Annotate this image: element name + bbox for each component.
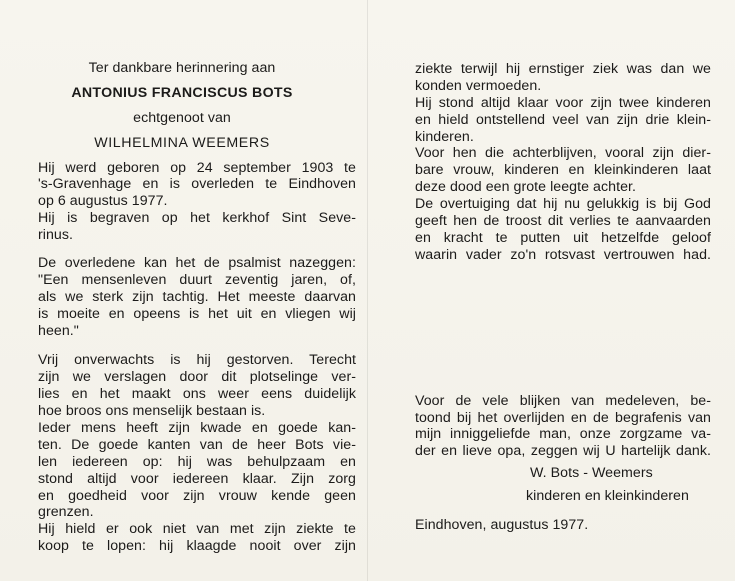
intro-text: Ter dankbare herinnering aan <box>88 60 276 76</box>
paragraph-thanks <box>415 393 711 461</box>
text-line: waarin vader zo'n rotsvast vertrouwen had. <box>415 246 711 263</box>
text-line: De overtuiging dat hij nu gelukkig is bij God <box>415 196 711 213</box>
text-line: De overledene kan het de psalmist nazeggen: <box>38 255 356 272</box>
text-line: 's-Gravenhage en is overleden te Eindhoven <box>38 176 356 193</box>
text-line: rinus. <box>38 227 73 244</box>
text-line: hoe broos ons menselijk bestaan is. <box>38 403 266 420</box>
paragraph-psalm <box>38 255 356 339</box>
text-line: als we sterk zijn tachtig. Het meeste daarvan <box>38 288 356 305</box>
signature-family: kinderen en kleinkinderen <box>526 488 689 505</box>
text-line: stond altijd voor iedereen klaar. Zijn zorg <box>38 470 356 487</box>
spouse-label: echtgenoot van <box>133 109 231 126</box>
right-page <box>415 61 711 534</box>
left-page <box>38 60 356 555</box>
signature-name: W. Bots - Weemers <box>530 465 653 482</box>
text-line: ten. De goede kanten van de heer Bots vie- <box>38 436 356 453</box>
text-line: heen." <box>38 322 79 339</box>
text-line: Ieder mens heeft zijn kwade en goede kan- <box>38 420 356 437</box>
text-line: Voor hen die achterblijven, vooral zijn dier- <box>415 145 711 162</box>
paragraph-tribute <box>38 352 356 555</box>
text-line: is moeite en opeens is het uit en vliegen wij <box>38 305 356 322</box>
text-line: ziekte terwijl hij ernstiger ziek was dan we <box>415 61 711 77</box>
text-line: en goedheid voor zijn vrouw kende geen <box>38 487 356 504</box>
deceased-name: ANTONIUS FRANCISCUS BOTS <box>71 84 293 101</box>
spouse-name: WILHELMINA WEEMERS <box>94 134 270 151</box>
text-line: en hield ontstellend veel van zijn drie klein- <box>415 111 711 128</box>
text-line: Hij stond altijd klaar voor zijn twee kinderen <box>415 94 711 111</box>
text-line: Hij is begraven op het kerkhof Sint Seve- <box>38 210 356 227</box>
paragraph-birth <box>38 160 356 244</box>
text-line: len iedereen op: hij was behulpzaam en <box>38 453 356 470</box>
text-line: grenzen. <box>38 504 94 521</box>
text-line: en kracht te putten uit hetzelfde geloof <box>415 229 711 246</box>
paragraph-continuation <box>415 61 711 264</box>
text-line: koop te lopen: hij klaagde nooit over zijn <box>38 538 356 555</box>
text-line: Hij hield er ook niet van met zijn ziekte te <box>38 521 356 538</box>
text-line: Vrij onverwachts is hij gestorven. Terecht <box>38 352 356 369</box>
text-line: der en lieve opa, zeggen wij U hartelijk dank. <box>415 443 711 460</box>
text-line: lies en het maakt ons weer eens duidelijk <box>38 386 356 403</box>
text-line: bare vrouw, kinderen en kleinkinderen laat <box>415 162 711 179</box>
text-line: toond bij het overlijden en de begrafenis van <box>415 409 711 426</box>
text-line: "Een mensenleven duurt zeventig jaren, of, <box>38 271 356 288</box>
text-line: Voor de vele blijken van medeleven, be- <box>415 392 711 409</box>
text-line: mijn inniggeliefde man, onze zorgzame va- <box>415 426 711 443</box>
text-line: zijn we verslagen door dit plotselinge ver- <box>38 369 356 386</box>
text-line: Hij werd geboren op 24 september 1903 te <box>38 159 356 176</box>
text-line: konden vermoeden. <box>415 77 542 94</box>
text-line: op 6 augustus 1977. <box>38 193 168 210</box>
text-line: deze dood een grote leegte achter. <box>415 179 636 196</box>
text-line: kinderen. <box>415 128 474 145</box>
fold-line <box>367 0 368 581</box>
place-date: Eindhoven, augustus 1977. <box>415 517 589 534</box>
text-line: geeft hen de troost dit verlies te aanvaarden <box>415 213 711 230</box>
